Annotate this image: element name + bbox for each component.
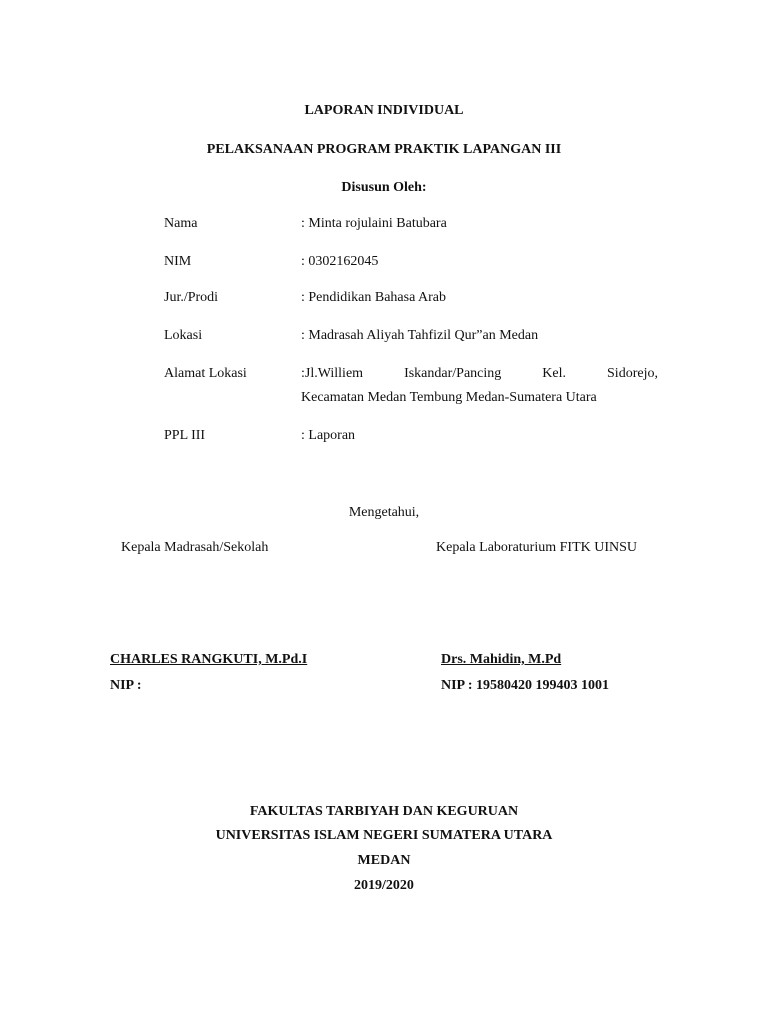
- acknowledgement-label: Mengetahui,: [348, 505, 420, 520]
- field-value-nama: : Minta rojulaini Batubara: [301, 216, 447, 231]
- right-signatory-nip: NIP : 19580420 199403 1001: [441, 678, 609, 693]
- left-signatory-name: CHARLES RANGKUTI, M.Pd.I: [110, 652, 308, 667]
- report-subtitle: PELAKSANAAN PROGRAM PRAKTIK LAPANGAN III: [206, 142, 562, 157]
- right-signatory-name: Drs. Mahidin, M.Pd: [441, 652, 562, 667]
- field-value-ppl: : Laporan: [301, 428, 356, 443]
- author-heading: Disusun Oleh:: [341, 180, 427, 195]
- university-name: UNIVERSITAS ISLAM NEGERI SUMATERA UTARA: [215, 828, 553, 843]
- report-title: LAPORAN INDIVIDUAL: [304, 103, 464, 118]
- field-value-nim: : 0302162045: [301, 254, 379, 269]
- alamat-word: :Jl.Williem: [301, 366, 364, 381]
- field-value-lokasi: : Madrasah Aliyah Tahfizil Qur”an Medan: [301, 328, 539, 343]
- field-label-prodi: Jur./Prodi: [164, 290, 219, 305]
- left-signatory-nip: NIP :: [110, 678, 142, 693]
- field-value-alamat-line2: Kecamatan Medan Tembung Medan-Sumatera Utara: [301, 390, 597, 405]
- faculty-name: FAKULTAS TARBIYAH DAN KEGURUAN: [249, 804, 519, 819]
- alamat-word: Iskandar/Pancing: [404, 366, 502, 381]
- field-label-nama: Nama: [164, 216, 198, 231]
- academic-year: 2019/2020: [354, 878, 414, 893]
- field-label-ppl: PPL III: [164, 428, 206, 443]
- alamat-word: Kel.: [542, 366, 566, 381]
- field-label-alamat: Alamat Lokasi: [164, 366, 247, 381]
- alamat-word: Sidorejo,: [607, 366, 658, 381]
- field-value-alamat-line1: [301, 366, 658, 382]
- field-label-nim: NIM: [164, 254, 192, 269]
- field-value-prodi: : Pendidikan Bahasa Arab: [301, 290, 447, 305]
- city-name: MEDAN: [357, 853, 411, 868]
- field-label-lokasi: Lokasi: [164, 328, 203, 343]
- right-signatory-role: Kepala Laboraturium FITK UINSU: [436, 540, 638, 555]
- left-signatory-role: Kepala Madrasah/Sekolah: [121, 540, 269, 555]
